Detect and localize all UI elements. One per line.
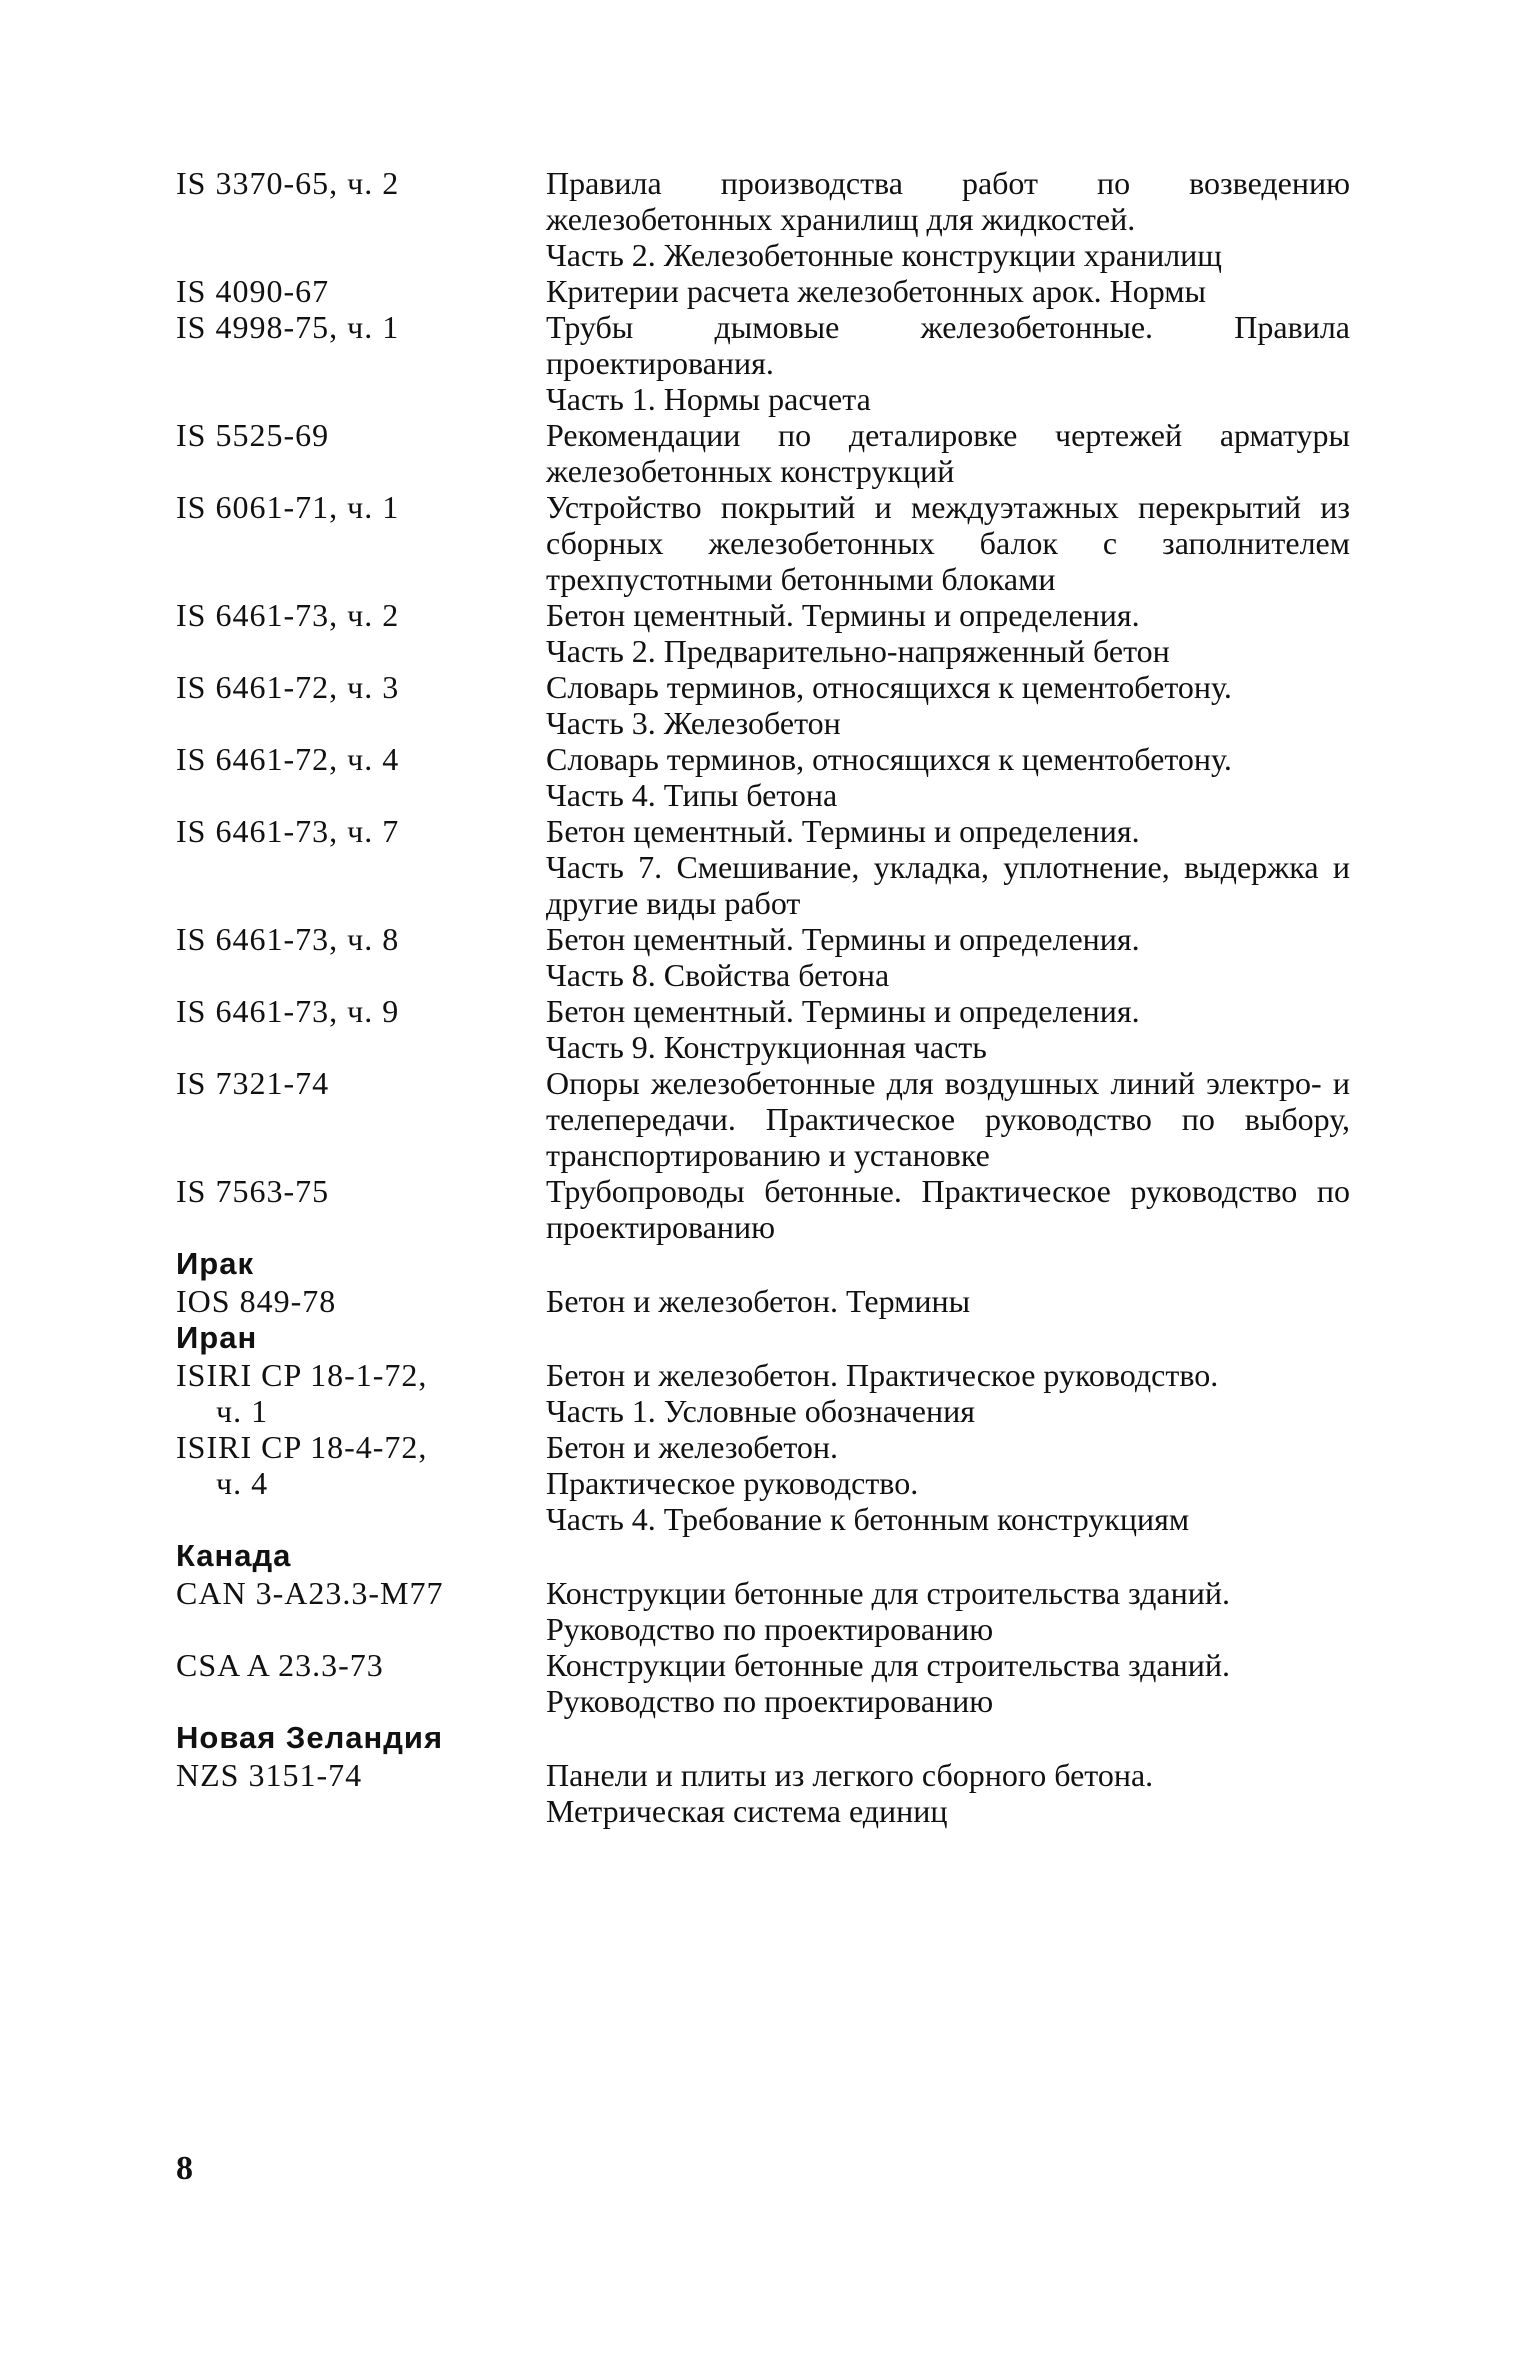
standard-code xyxy=(176,273,546,309)
standard-code xyxy=(176,1647,546,1683)
description-line: Рекомендации по деталировке чертежей арматуры железобетонных конструкций xyxy=(546,417,1350,489)
description-line: Конструкции бетонные для строительства зданий. xyxy=(546,1647,1230,1683)
standard-description xyxy=(546,993,1356,1065)
standard-code-line: IS 6461-72, ч. 3 xyxy=(176,669,400,705)
standard-description xyxy=(546,921,1356,993)
standard-entry xyxy=(176,1647,1356,1719)
description-line: Часть 2. Предварительно-напряженный бетон xyxy=(546,633,1170,669)
standard-code-line: IS 6461-73, ч. 8 xyxy=(176,921,400,957)
standard-code-line: IS 4090-67 xyxy=(176,273,330,309)
description-line: Устройство покрытий и междуэтажных перекрытий из сборных железобетонных балок с заполнителем трехпустотными бетонными блоками xyxy=(546,489,1350,597)
standard-description xyxy=(546,489,1356,597)
standard-code xyxy=(176,993,546,1029)
description-line: Опоры железобетонные для воздушных линий электро- и телепередачи. Практическое руководство по выбору, транспортированию и установке xyxy=(546,1065,1350,1173)
description-line: Бетон цементный. Термины и определения. xyxy=(546,993,1140,1029)
standard-entry xyxy=(176,741,1356,813)
description-line: Часть 2. Железобетонные конструкции хранилищ xyxy=(546,237,1222,273)
standard-entry xyxy=(176,1173,1356,1245)
standard-entry xyxy=(176,165,1356,273)
description-line: Словарь терминов, относящихся к цементобетону. xyxy=(546,669,1232,705)
standard-entry xyxy=(176,993,1356,1065)
standard-code-line: CAN 3-A23.3-M77 xyxy=(176,1575,444,1611)
standard-description xyxy=(546,1647,1356,1719)
standard-entry xyxy=(176,1757,1356,1829)
standard-code xyxy=(176,489,546,525)
standard-entry xyxy=(176,1357,1356,1429)
standard-entry xyxy=(176,417,1356,489)
standard-code xyxy=(176,597,546,633)
description-line: Руководство по проектированию xyxy=(546,1683,994,1719)
description-line: Трубопроводы бетонные. Практическое руководство по проектированию xyxy=(546,1173,1350,1245)
standard-entry xyxy=(176,309,1356,417)
description-line: Часть 9. Конструкционная часть xyxy=(546,1029,987,1065)
standard-entry xyxy=(176,669,1356,741)
description-line: Метрическая система единиц xyxy=(546,1793,948,1829)
description-line: Критерии расчета железобетонных арок. Нормы xyxy=(546,273,1206,309)
standards-list xyxy=(176,165,1356,1829)
description-line: Словарь терминов, относящихся к цементобетону. xyxy=(546,741,1232,777)
description-line: Панели и плиты из легкого сборного бетона. xyxy=(546,1757,1154,1793)
description-line: Бетон цементный. Термины и определения. xyxy=(546,597,1140,633)
standard-entry xyxy=(176,597,1356,669)
standard-code-line: ISIRI CP 18-4-72, xyxy=(176,1429,428,1465)
standard-code xyxy=(176,165,546,201)
country-heading: Новая Зеландия xyxy=(176,1720,444,1755)
standard-entry xyxy=(176,813,1356,921)
standard-entry xyxy=(176,1283,1356,1319)
description-line: Руководство по проектированию xyxy=(546,1611,994,1647)
standard-entry xyxy=(176,489,1356,597)
standard-code-line: IS 6461-73, ч. 2 xyxy=(176,597,400,633)
description-line: Конструкции бетонные для строительства зданий. xyxy=(546,1575,1230,1611)
standard-code xyxy=(176,813,546,849)
standard-code-line: IS 6061-71, ч. 1 xyxy=(176,489,400,525)
standard-code-line: IS 7563-75 xyxy=(176,1173,330,1209)
standard-code-line: IS 6461-72, ч. 4 xyxy=(176,741,400,777)
country-heading: Ирак xyxy=(176,1246,254,1281)
standard-entry xyxy=(176,1065,1356,1173)
standard-code-line: IS 6461-73, ч. 7 xyxy=(176,813,400,849)
standard-description xyxy=(546,1173,1356,1245)
standard-code xyxy=(176,1357,546,1429)
standard-code xyxy=(176,1429,546,1501)
description-line: Часть 4. Типы бетона xyxy=(546,777,838,813)
standard-description xyxy=(546,1429,1356,1537)
standard-code-line: IOS 849-78 xyxy=(176,1283,337,1319)
description-line: Часть 3. Железобетон xyxy=(546,705,841,741)
standard-code-line: ч. 4 xyxy=(216,1465,269,1501)
standard-description xyxy=(546,669,1356,741)
standard-code xyxy=(176,1283,546,1319)
standard-entry xyxy=(176,1575,1356,1647)
standard-description xyxy=(546,417,1356,489)
description-line: Практическое руководство. xyxy=(546,1465,919,1501)
description-line: Правила производства работ по возведению железобетонных хранилищ для жидкостей. xyxy=(546,165,1350,237)
standard-description xyxy=(546,741,1356,813)
country-heading: Иран xyxy=(176,1320,258,1355)
description-line: Часть 1. Условные обозначения xyxy=(546,1393,975,1429)
description-line: Бетон и железобетон. Термины xyxy=(546,1283,971,1319)
standard-code xyxy=(176,741,546,777)
standard-entry xyxy=(176,273,1356,309)
description-line: Бетон и железобетон. Практическое руководство. xyxy=(546,1357,1219,1393)
standard-code-line: IS 7321-74 xyxy=(176,1065,330,1101)
page-number: 8 xyxy=(176,2150,193,2187)
standard-code xyxy=(176,309,546,345)
standard-code xyxy=(176,1575,546,1611)
standard-code xyxy=(176,921,546,957)
standard-code xyxy=(176,1065,546,1101)
standard-description xyxy=(546,1575,1356,1647)
standard-code-line: IS 5525-69 xyxy=(176,417,330,453)
standard-code xyxy=(176,417,546,453)
standard-description xyxy=(546,273,1356,309)
standard-code-line: IS 4998-75, ч. 1 xyxy=(176,309,400,345)
standard-code-line: NZS 3151-74 xyxy=(176,1757,363,1793)
standard-code-line: CSA A 23.3-73 xyxy=(176,1647,384,1683)
standard-code xyxy=(176,1757,546,1793)
standard-description xyxy=(546,1283,1356,1319)
description-line: Трубы дымовые железобетонные. Правила проектирования. xyxy=(546,309,1350,381)
description-line: Часть 7. Смешивание, укладка, уплотнение, выдержка и другие виды работ xyxy=(546,849,1350,921)
standard-code xyxy=(176,1173,546,1209)
description-line: Бетон цементный. Термины и определения. xyxy=(546,921,1140,957)
standard-entry xyxy=(176,921,1356,993)
standard-code-line: IS 3370-65, ч. 2 xyxy=(176,165,400,201)
standard-entry xyxy=(176,1429,1356,1537)
standard-code-line: IS 6461-73, ч. 9 xyxy=(176,993,400,1029)
country-heading: Канада xyxy=(176,1538,292,1573)
standard-code-line: ISIRI CP 18-1-72, xyxy=(176,1357,428,1393)
standard-description xyxy=(546,1357,1356,1429)
standard-description xyxy=(546,1065,1356,1173)
standard-code-line: ч. 1 xyxy=(216,1393,269,1429)
description-line: Бетон цементный. Термины и определения. xyxy=(546,813,1140,849)
description-line: Часть 1. Нормы расчета xyxy=(546,381,871,417)
standard-code xyxy=(176,669,546,705)
standard-description xyxy=(546,309,1356,417)
description-line: Часть 8. Свойства бетона xyxy=(546,957,890,993)
standard-description xyxy=(546,597,1356,669)
description-line: Бетон и железобетон. xyxy=(546,1429,839,1465)
standard-description xyxy=(546,165,1356,273)
standard-description xyxy=(546,813,1356,921)
standard-description xyxy=(546,1757,1356,1829)
description-line: Часть 4. Требование к бетонным конструкциям xyxy=(546,1501,1190,1537)
